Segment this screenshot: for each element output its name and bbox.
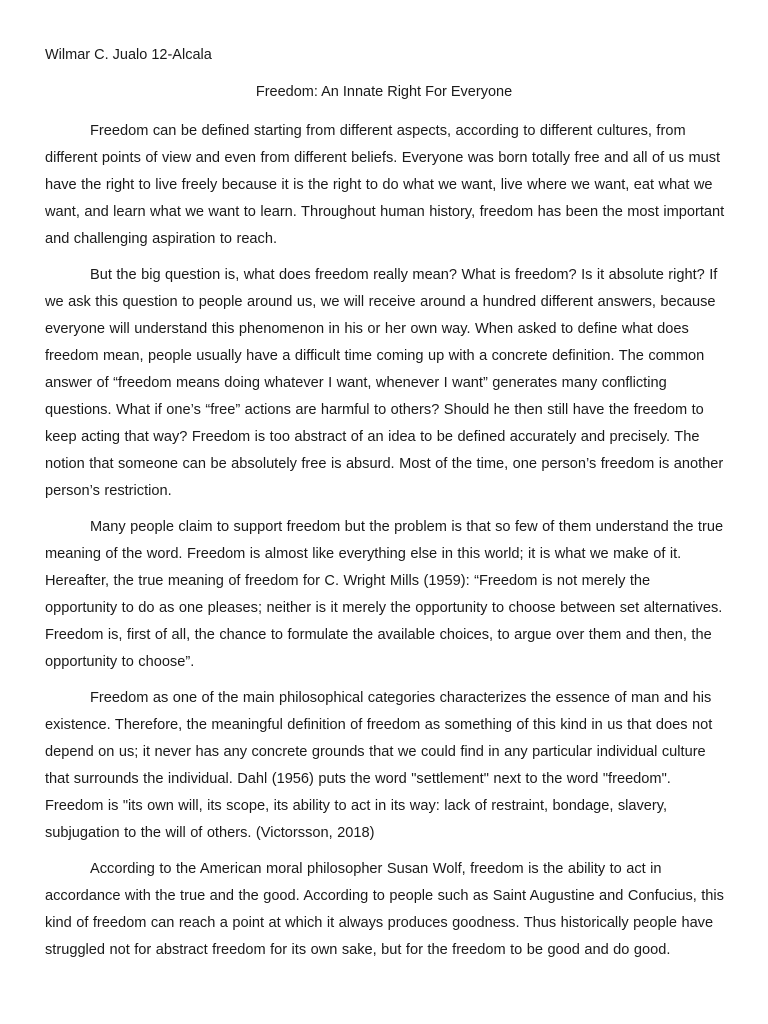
paragraph-2: But the big question is, what does freedom really mean? What is freedom? Is it absolute right? If we ask this question to people around us, we will receive around a hundred different answers, because everyone will understand this phenomenon in his or her own way. When asked to define what does freedom mean, people usually have a difficult time coming up with a concrete definition. The common answer of “freedom means doing whatever I want, whenever I want” generates many conflicting questions. What if one’s “free” actions are harmful to others? Should he then still have the freedom to keep acting that way? Freedom is too abstract of an idea to be defined accurately and precisely. The notion that someone can be absolutely free is absurd. Most of the time, one person’s freedom is another person’s restriction. <box>45 267 724 499</box>
paragraph-3: Many people claim to support freedom but the problem is that so few of them understand the true meaning of the word. Freedom is almost like everything else in this world; it is what we make of it. Hereafter, the true meaning of freedom for C. Wright Mills (1959): “Freedom is not merely the opportunity to do as one pleases; neither is it merely the opportunity to choose between set alternatives. Freedom is, first of all, the chance to formulate the available choices, to argue over them and then, the opportunity to choose”. <box>45 519 724 670</box>
paragraph-4: Freedom as one of the main philosophical categories characterizes the essence of man and his existence. Therefore, the meaningful definition of freedom as something of this kind in us that does not depend on us; it never has any concrete grounds that we could find in any particular individual culture that surrounds the individual. Dahl (1956) puts the word "settlement" next to the word "freedom". Freedom is "its own will, its scope, its ability to act in its way: lack of restraint, bondage, slavery, subjugation to the will of others. (Victorsson, 2018) <box>45 690 713 841</box>
paragraph-1: Freedom can be defined starting from different aspects, according to different cultures, from different points of view and even from different beliefs. Everyone was born totally free and all of us must have the right to live freely because it is the right to do what we want, live where we want, eat what we want, and learn what we want to learn. Throughout human history, freedom has been the most important and challenging aspiration to reach. <box>45 123 725 247</box>
essay-body <box>45 118 725 973</box>
essay-title: Freedom: An Innate Right For Everyone <box>255 84 513 100</box>
author-line: Wilmar C. Jualo 12-Alcala <box>45 47 212 63</box>
paragraph-5: According to the American moral philosopher Susan Wolf, freedom is the ability to act in accordance with the true and the good. According to people such as Saint Augustine and Confucius, this kind of freedom can reach a point at which it always produces goodness. Thus historically people have struggled not for abstract freedom for its own sake, but for the freedom to be good and do good. <box>45 861 724 958</box>
